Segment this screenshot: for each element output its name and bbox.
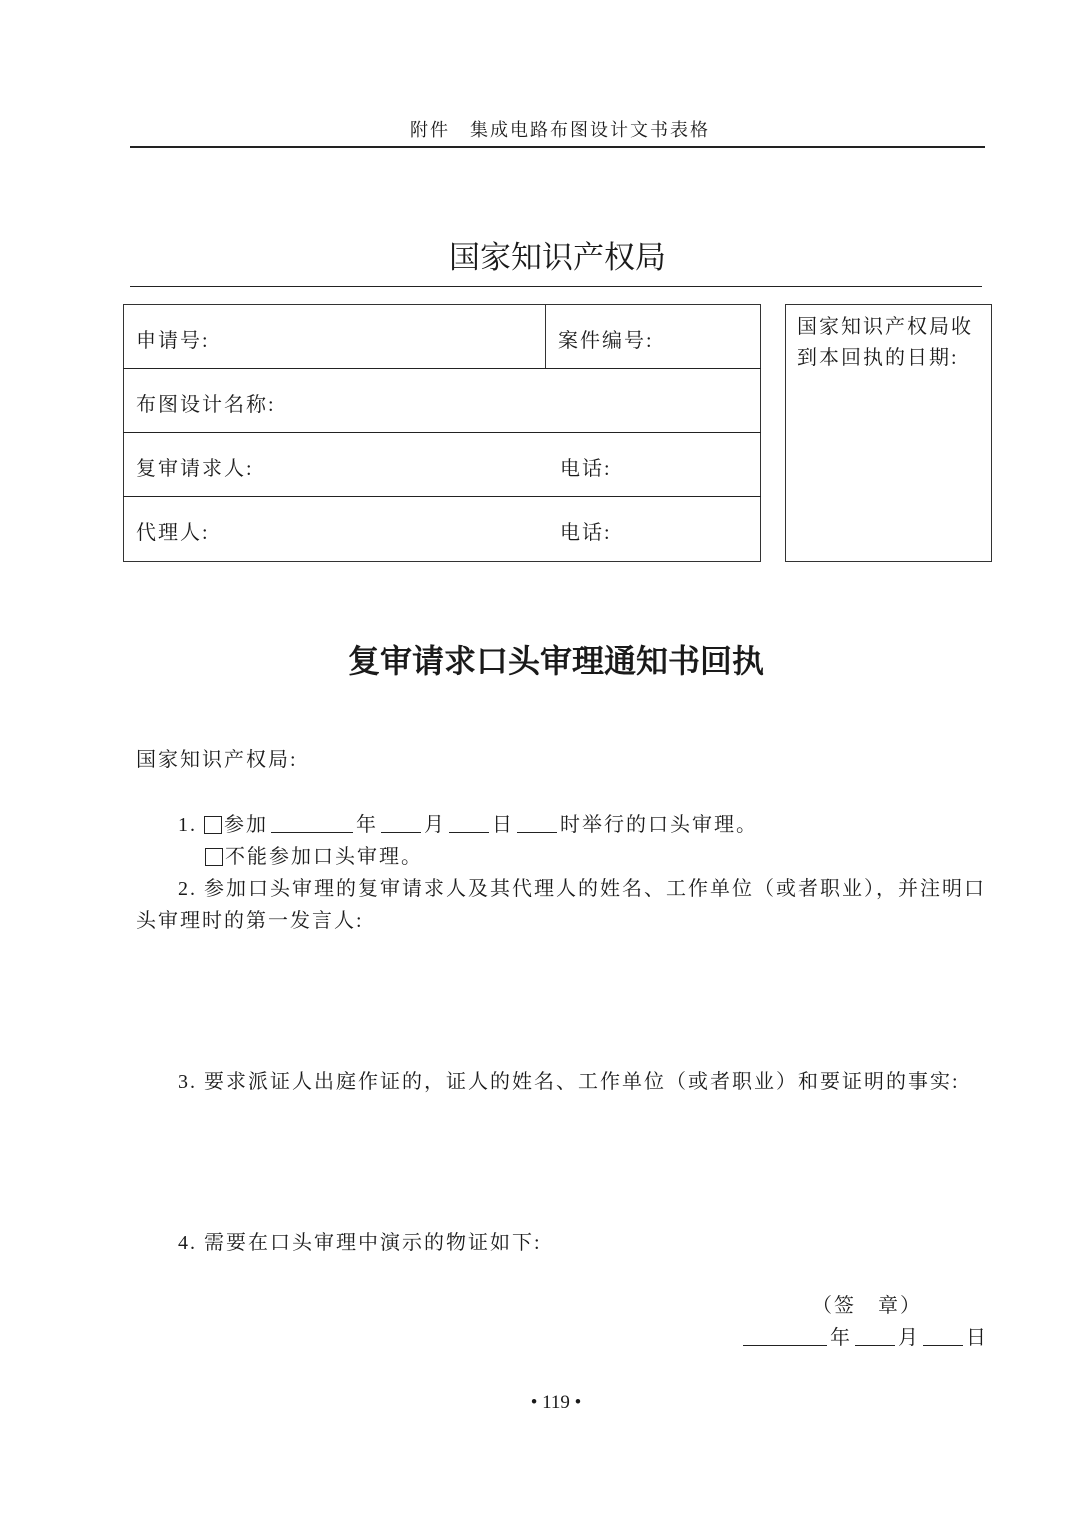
attend-label: 参加 <box>224 814 268 836</box>
month-label: 月 <box>424 814 446 836</box>
receipt-box-line2: 到本回执的日期: <box>797 347 959 369</box>
sign-year-blank[interactable] <box>743 1327 827 1346</box>
not-attend-checkbox[interactable] <box>205 848 223 866</box>
sign-day-blank[interactable] <box>923 1327 963 1346</box>
table-row-divider <box>123 432 761 433</box>
table-row-divider <box>123 368 761 369</box>
item-1-attend <box>178 808 758 837</box>
item-1-not-attend <box>205 840 423 869</box>
application-no-field[interactable]: 申请号: <box>136 330 210 352</box>
agent-field[interactable]: 代理人: <box>136 522 210 544</box>
running-header: 附件 集成电路布图设计文书表格 <box>410 120 710 140</box>
agent-phone-field[interactable]: 电话: <box>560 522 612 544</box>
attend-checkbox[interactable] <box>204 816 222 834</box>
requester-phone-field[interactable]: 电话: <box>560 458 612 480</box>
attend-suffix: 时举行的口头审理。 <box>560 814 758 836</box>
sign-day-label: 日 <box>966 1327 988 1349</box>
year-label: 年 <box>356 814 378 836</box>
design-name-field[interactable]: 布图设计名称: <box>136 394 276 416</box>
form-title: 复审请求口头审理通知书回执 <box>347 643 764 679</box>
receipt-box-line1: 国家知识产权局收 <box>797 316 973 338</box>
item-4: 4. 需要在口头审理中演示的物证如下: <box>178 1232 542 1254</box>
sign-year-label: 年 <box>830 1327 852 1349</box>
not-attend-label: 不能参加口头审理。 <box>225 846 423 868</box>
year-blank[interactable] <box>271 814 353 833</box>
day-blank[interactable] <box>449 814 489 833</box>
sign-month-label: 月 <box>898 1327 920 1349</box>
requester-field[interactable]: 复审请求人: <box>136 458 254 480</box>
office-title: 国家知识产权局 <box>449 240 666 276</box>
table-col-divider <box>545 304 546 368</box>
item-1-number: 1. <box>178 814 197 836</box>
sign-month-blank[interactable] <box>855 1327 895 1346</box>
item-2-line1: 2. 参加口头审理的复审请求人及其代理人的姓名、工作单位（或者职业），并注明口 <box>178 878 986 900</box>
addressee: 国家知识产权局: <box>136 749 298 771</box>
item-2-line2: 头审理时的第一发言人: <box>136 910 364 932</box>
day-label: 日 <box>492 814 514 836</box>
hour-blank[interactable] <box>517 814 557 833</box>
signature-date <box>740 1321 988 1350</box>
item-3: 3. 要求派证人出庭作证的，证人的姓名、工作单位（或者职业）和要证明的事实: <box>178 1071 960 1093</box>
table-row-divider <box>123 496 761 497</box>
month-blank[interactable] <box>381 814 421 833</box>
title-rule <box>130 286 982 287</box>
page-number: • 119 • <box>530 1392 582 1413</box>
header-rule <box>130 146 985 148</box>
signature-label: （签 章） <box>812 1295 922 1317</box>
case-no-field[interactable]: 案件编号: <box>558 330 654 352</box>
